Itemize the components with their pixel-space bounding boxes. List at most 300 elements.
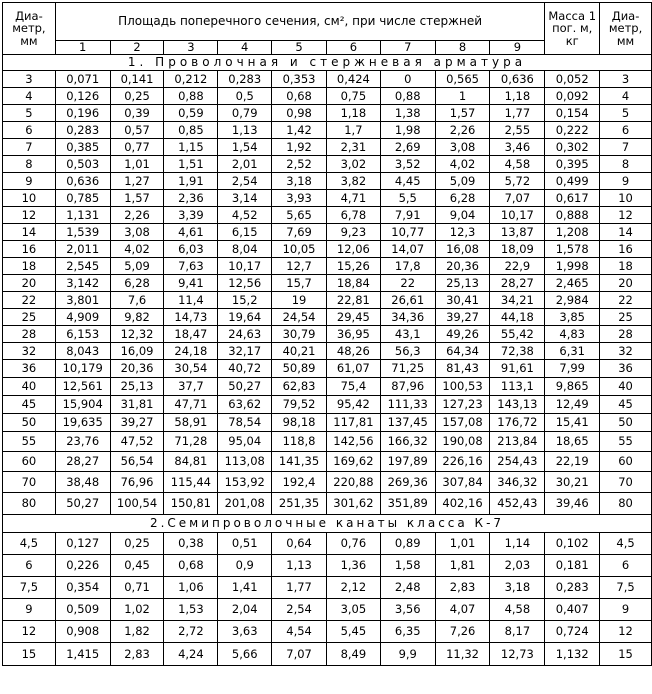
diameter-cell: 7 bbox=[3, 139, 56, 156]
area-cell: 0,385 bbox=[55, 139, 110, 156]
area-cell: 1,539 bbox=[55, 224, 110, 241]
mass-cell: 15,41 bbox=[545, 414, 600, 432]
area-cell: 0,636 bbox=[490, 71, 545, 88]
header-diameter: Диа-метр, мм bbox=[3, 3, 56, 55]
area-cell: 1,42 bbox=[272, 122, 327, 139]
table-row bbox=[3, 88, 652, 105]
mass-cell: 0,499 bbox=[545, 173, 600, 190]
area-cell: 40,21 bbox=[272, 343, 327, 360]
area-cell: 18,84 bbox=[326, 275, 380, 292]
area-cell: 9,04 bbox=[435, 207, 490, 224]
area-cell: 190,08 bbox=[435, 432, 490, 452]
area-cell: 10,17 bbox=[490, 207, 545, 224]
area-cell: 8,17 bbox=[490, 621, 545, 643]
area-cell: 4,45 bbox=[380, 173, 435, 190]
area-cell: 11,32 bbox=[435, 643, 490, 666]
area-cell: 4,24 bbox=[164, 643, 218, 666]
bar-count-cell: 4 bbox=[218, 41, 272, 55]
mass-cell: 0,092 bbox=[545, 88, 600, 105]
bar-count-cell: 2 bbox=[110, 41, 164, 55]
area-cell: 0,565 bbox=[435, 71, 490, 88]
diameter-right-cell: 70 bbox=[600, 472, 652, 493]
area-cell: 1,27 bbox=[110, 173, 164, 190]
area-cell: 100,53 bbox=[435, 378, 490, 396]
area-cell: 4,71 bbox=[326, 190, 380, 207]
area-cell: 0,354 bbox=[55, 577, 110, 599]
area-cell: 192,4 bbox=[272, 472, 327, 493]
area-cell: 62,83 bbox=[272, 378, 327, 396]
area-cell: 9,23 bbox=[326, 224, 380, 241]
diameter-right-cell: 28 bbox=[600, 326, 652, 343]
area-cell: 166,32 bbox=[380, 432, 435, 452]
diameter-right-cell: 8 bbox=[600, 156, 652, 173]
area-cell: 10,179 bbox=[55, 360, 110, 378]
diameter-cell: 50 bbox=[3, 414, 56, 432]
area-cell: 91,61 bbox=[490, 360, 545, 378]
area-cell: 18,47 bbox=[164, 326, 218, 343]
table-container bbox=[2, 2, 652, 666]
area-cell: 20,36 bbox=[435, 258, 490, 275]
header-area: Площадь поперечного сечения, см², при числе стержней bbox=[55, 3, 545, 41]
area-cell: 0,71 bbox=[110, 577, 164, 599]
table-row bbox=[3, 414, 652, 432]
area-cell: 137,45 bbox=[380, 414, 435, 432]
area-cell: 50,27 bbox=[55, 493, 110, 515]
area-cell: 71,28 bbox=[164, 432, 218, 452]
table-row bbox=[3, 621, 652, 643]
diameter-right-cell: 7,5 bbox=[600, 577, 652, 599]
area-cell: 25,13 bbox=[435, 275, 490, 292]
area-cell: 10,05 bbox=[272, 241, 327, 258]
bar-count-cell: 9 bbox=[490, 41, 545, 55]
table-row bbox=[3, 207, 652, 224]
bar-count-cell: 6 bbox=[326, 41, 380, 55]
diameter-cell: 7,5 bbox=[3, 577, 56, 599]
table-row bbox=[3, 643, 652, 666]
area-cell: 201,08 bbox=[218, 493, 272, 515]
area-cell: 72,38 bbox=[490, 343, 545, 360]
table-row bbox=[3, 105, 652, 122]
area-cell: 95,42 bbox=[326, 396, 380, 414]
area-cell: 12,56 bbox=[218, 275, 272, 292]
area-cell: 111,33 bbox=[380, 396, 435, 414]
area-cell: 2,03 bbox=[490, 555, 545, 577]
area-cell: 0,908 bbox=[55, 621, 110, 643]
area-cell: 0,64 bbox=[272, 533, 327, 555]
table-row bbox=[3, 577, 652, 599]
area-cell: 5,66 bbox=[218, 643, 272, 666]
diameter-right-cell: 9 bbox=[600, 599, 652, 621]
area-cell: 76,96 bbox=[110, 472, 164, 493]
area-cell: 0,509 bbox=[55, 599, 110, 621]
area-cell: 0,212 bbox=[164, 71, 218, 88]
diameter-right-cell: 16 bbox=[600, 241, 652, 258]
diameter-cell: 70 bbox=[3, 472, 56, 493]
area-cell: 1,92 bbox=[272, 139, 327, 156]
area-cell: 452,43 bbox=[490, 493, 545, 515]
table-row bbox=[3, 71, 652, 88]
area-cell: 39,27 bbox=[110, 414, 164, 432]
mass-cell: 0,724 bbox=[545, 621, 600, 643]
area-cell: 0,39 bbox=[110, 105, 164, 122]
area-cell: 1,01 bbox=[110, 156, 164, 173]
table-row bbox=[3, 555, 652, 577]
area-cell: 12,7 bbox=[272, 258, 327, 275]
area-cell: 1,18 bbox=[490, 88, 545, 105]
area-cell: 2,52 bbox=[272, 156, 327, 173]
area-cell: 4,02 bbox=[435, 156, 490, 173]
area-cell: 4,52 bbox=[218, 207, 272, 224]
area-cell: 351,89 bbox=[380, 493, 435, 515]
area-cell: 6,28 bbox=[435, 190, 490, 207]
area-cell: 2,54 bbox=[272, 599, 327, 621]
area-cell: 34,36 bbox=[380, 309, 435, 326]
area-cell: 63,62 bbox=[218, 396, 272, 414]
area-cell: 98,18 bbox=[272, 414, 327, 432]
diameter-right-cell: 18 bbox=[600, 258, 652, 275]
table-row bbox=[3, 472, 652, 493]
diameter-right-cell: 14 bbox=[600, 224, 652, 241]
mass-cell: 2,984 bbox=[545, 292, 600, 309]
area-cell: 197,89 bbox=[380, 452, 435, 472]
mass-cell: 1,998 bbox=[545, 258, 600, 275]
area-cell: 1,7 bbox=[326, 122, 380, 139]
area-cell: 15,2 bbox=[218, 292, 272, 309]
area-cell: 0,25 bbox=[110, 533, 164, 555]
area-cell: 79,52 bbox=[272, 396, 327, 414]
area-cell: 37,7 bbox=[164, 378, 218, 396]
mass-cell: 0,052 bbox=[545, 71, 600, 88]
diameter-right-cell: 6 bbox=[600, 122, 652, 139]
area-cell: 5,09 bbox=[110, 258, 164, 275]
diameter-right-cell: 25 bbox=[600, 309, 652, 326]
header-mass: Масса 1 пог. м, кг bbox=[545, 3, 600, 55]
area-cell: 169,62 bbox=[326, 452, 380, 472]
area-cell: 3,05 bbox=[326, 599, 380, 621]
area-cell: 2,48 bbox=[380, 577, 435, 599]
diameter-cell: 10 bbox=[3, 190, 56, 207]
area-cell: 4,909 bbox=[55, 309, 110, 326]
area-cell: 0,38 bbox=[164, 533, 218, 555]
area-cell: 84,81 bbox=[164, 452, 218, 472]
bar-count-cell: 1 bbox=[55, 41, 110, 55]
area-cell: 0,79 bbox=[218, 105, 272, 122]
table-row bbox=[3, 452, 652, 472]
area-cell: 2,545 bbox=[55, 258, 110, 275]
area-cell: 9,9 bbox=[380, 643, 435, 666]
area-cell: 0,59 bbox=[164, 105, 218, 122]
diameter-right-cell: 3 bbox=[600, 71, 652, 88]
area-cell: 1,13 bbox=[218, 122, 272, 139]
mass-cell: 1,578 bbox=[545, 241, 600, 258]
area-cell: 1,131 bbox=[55, 207, 110, 224]
area-cell: 7,69 bbox=[272, 224, 327, 241]
table-row bbox=[3, 343, 652, 360]
area-cell: 3,52 bbox=[380, 156, 435, 173]
area-cell: 22,9 bbox=[490, 258, 545, 275]
area-cell: 12,561 bbox=[55, 378, 110, 396]
area-cell: 12,32 bbox=[110, 326, 164, 343]
area-cell: 1,81 bbox=[435, 555, 490, 577]
area-cell: 12,06 bbox=[326, 241, 380, 258]
area-cell: 19,64 bbox=[218, 309, 272, 326]
section-title: 1. Проволочная и стержневая арматура bbox=[3, 55, 652, 71]
area-cell: 1,15 bbox=[164, 139, 218, 156]
area-cell: 95,04 bbox=[218, 432, 272, 452]
area-cell: 226,16 bbox=[435, 452, 490, 472]
diameter-cell: 6 bbox=[3, 122, 56, 139]
area-cell: 1,98 bbox=[380, 122, 435, 139]
area-cell: 1,18 bbox=[326, 105, 380, 122]
area-cell: 0,57 bbox=[110, 122, 164, 139]
area-cell: 19 bbox=[272, 292, 327, 309]
bar-count-cell: 3 bbox=[164, 41, 218, 55]
area-cell: 1 bbox=[435, 88, 490, 105]
diameter-cell: 15 bbox=[3, 643, 56, 666]
area-cell: 0 bbox=[380, 71, 435, 88]
diameter-cell: 28 bbox=[3, 326, 56, 343]
area-cell: 3,56 bbox=[380, 599, 435, 621]
area-cell: 0,85 bbox=[164, 122, 218, 139]
area-cell: 3,142 bbox=[55, 275, 110, 292]
area-cell: 2,54 bbox=[218, 173, 272, 190]
mass-cell: 0,181 bbox=[545, 555, 600, 577]
area-cell: 10,77 bbox=[380, 224, 435, 241]
area-cell: 0,88 bbox=[380, 88, 435, 105]
area-cell: 4,54 bbox=[272, 621, 327, 643]
area-cell: 7,26 bbox=[435, 621, 490, 643]
mass-cell: 0,407 bbox=[545, 599, 600, 621]
area-cell: 25,13 bbox=[110, 378, 164, 396]
area-cell: 3,18 bbox=[272, 173, 327, 190]
diameter-right-cell: 5 bbox=[600, 105, 652, 122]
mass-cell: 0,888 bbox=[545, 207, 600, 224]
table-row bbox=[3, 292, 652, 309]
area-cell: 1,06 bbox=[164, 577, 218, 599]
mass-cell: 18,65 bbox=[545, 432, 600, 452]
mass-cell: 0,154 bbox=[545, 105, 600, 122]
area-cell: 8,49 bbox=[326, 643, 380, 666]
area-cell: 44,18 bbox=[490, 309, 545, 326]
area-cell: 15,7 bbox=[272, 275, 327, 292]
area-cell: 22 bbox=[380, 275, 435, 292]
area-cell: 8,04 bbox=[218, 241, 272, 258]
area-cell: 7,07 bbox=[272, 643, 327, 666]
area-cell: 1,57 bbox=[435, 105, 490, 122]
table-row bbox=[3, 360, 652, 378]
area-cell: 3,93 bbox=[272, 190, 327, 207]
rebar-table bbox=[2, 2, 652, 666]
table-row bbox=[3, 326, 652, 343]
table-row bbox=[3, 309, 652, 326]
area-cell: 0,353 bbox=[272, 71, 327, 88]
area-cell: 3,82 bbox=[326, 173, 380, 190]
area-cell: 16,09 bbox=[110, 343, 164, 360]
area-cell: 0,196 bbox=[55, 105, 110, 122]
area-cell: 1,51 bbox=[164, 156, 218, 173]
area-cell: 0,68 bbox=[164, 555, 218, 577]
diameter-right-cell: 50 bbox=[600, 414, 652, 432]
diameter-cell: 4 bbox=[3, 88, 56, 105]
area-cell: 113,08 bbox=[218, 452, 272, 472]
diameter-right-cell: 4 bbox=[600, 88, 652, 105]
area-cell: 17,8 bbox=[380, 258, 435, 275]
area-cell: 0,785 bbox=[55, 190, 110, 207]
diameter-right-cell: 4,5 bbox=[600, 533, 652, 555]
area-cell: 142,56 bbox=[326, 432, 380, 452]
table-row bbox=[3, 396, 652, 414]
area-cell: 157,08 bbox=[435, 414, 490, 432]
area-cell: 1,77 bbox=[272, 577, 327, 599]
area-cell: 0,51 bbox=[218, 533, 272, 555]
table-row bbox=[3, 258, 652, 275]
diameter-right-cell: 10 bbox=[600, 190, 652, 207]
area-cell: 0,141 bbox=[110, 71, 164, 88]
area-cell: 4,07 bbox=[435, 599, 490, 621]
area-cell: 5,72 bbox=[490, 173, 545, 190]
area-cell: 2,26 bbox=[110, 207, 164, 224]
diameter-right-cell: 20 bbox=[600, 275, 652, 292]
diameter-cell: 25 bbox=[3, 309, 56, 326]
area-cell: 7,6 bbox=[110, 292, 164, 309]
diameter-cell: 6 bbox=[3, 555, 56, 577]
diameter-right-cell: 22 bbox=[600, 292, 652, 309]
area-cell: 346,32 bbox=[490, 472, 545, 493]
mass-cell: 39,46 bbox=[545, 493, 600, 515]
area-cell: 2,69 bbox=[380, 139, 435, 156]
diameter-cell: 32 bbox=[3, 343, 56, 360]
header-diameter-right: Диа-метр, мм bbox=[600, 3, 652, 55]
area-cell: 15,904 bbox=[55, 396, 110, 414]
diameter-cell: 4,5 bbox=[3, 533, 56, 555]
mass-cell: 3,85 bbox=[545, 309, 600, 326]
area-cell: 1,13 bbox=[272, 555, 327, 577]
diameter-cell: 60 bbox=[3, 452, 56, 472]
table-row bbox=[3, 378, 652, 396]
area-cell: 12,73 bbox=[490, 643, 545, 666]
diameter-cell: 55 bbox=[3, 432, 56, 452]
area-cell: 0,5 bbox=[218, 88, 272, 105]
area-cell: 2,01 bbox=[218, 156, 272, 173]
area-cell: 2,31 bbox=[326, 139, 380, 156]
area-cell: 40,72 bbox=[218, 360, 272, 378]
area-cell: 13,87 bbox=[490, 224, 545, 241]
area-cell: 0,283 bbox=[55, 122, 110, 139]
mass-cell: 6,31 bbox=[545, 343, 600, 360]
area-cell: 39,27 bbox=[435, 309, 490, 326]
area-cell: 2,36 bbox=[164, 190, 218, 207]
area-cell: 18,09 bbox=[490, 241, 545, 258]
table-row bbox=[3, 275, 652, 292]
diameter-cell: 9 bbox=[3, 599, 56, 621]
area-cell: 81,43 bbox=[435, 360, 490, 378]
area-cell: 0,68 bbox=[272, 88, 327, 105]
area-cell: 141,35 bbox=[272, 452, 327, 472]
area-cell: 30,41 bbox=[435, 292, 490, 309]
area-cell: 32,17 bbox=[218, 343, 272, 360]
mass-cell: 1,132 bbox=[545, 643, 600, 666]
area-cell: 213,84 bbox=[490, 432, 545, 452]
area-cell: 1,01 bbox=[435, 533, 490, 555]
area-cell: 153,92 bbox=[218, 472, 272, 493]
area-cell: 220,88 bbox=[326, 472, 380, 493]
area-cell: 14,07 bbox=[380, 241, 435, 258]
area-cell: 29,45 bbox=[326, 309, 380, 326]
area-cell: 1,58 bbox=[380, 555, 435, 577]
area-cell: 100,54 bbox=[110, 493, 164, 515]
area-cell: 1,38 bbox=[380, 105, 435, 122]
table-row bbox=[3, 139, 652, 156]
mass-cell: 1,208 bbox=[545, 224, 600, 241]
diameter-cell: 5 bbox=[3, 105, 56, 122]
area-cell: 31,81 bbox=[110, 396, 164, 414]
table-row bbox=[3, 241, 652, 258]
area-cell: 78,54 bbox=[218, 414, 272, 432]
area-cell: 9,82 bbox=[110, 309, 164, 326]
area-cell: 50,27 bbox=[218, 378, 272, 396]
area-cell: 38,48 bbox=[55, 472, 110, 493]
area-cell: 23,76 bbox=[55, 432, 110, 452]
area-cell: 56,3 bbox=[380, 343, 435, 360]
area-cell: 6,28 bbox=[110, 275, 164, 292]
area-cell: 0,76 bbox=[326, 533, 380, 555]
area-cell: 3,14 bbox=[218, 190, 272, 207]
area-cell: 176,72 bbox=[490, 414, 545, 432]
area-cell: 16,08 bbox=[435, 241, 490, 258]
area-cell: 5,45 bbox=[326, 621, 380, 643]
area-cell: 55,42 bbox=[490, 326, 545, 343]
area-cell: 2,26 bbox=[435, 122, 490, 139]
area-cell: 43,1 bbox=[380, 326, 435, 343]
area-cell: 56,54 bbox=[110, 452, 164, 472]
area-cell: 3,46 bbox=[490, 139, 545, 156]
area-cell: 254,43 bbox=[490, 452, 545, 472]
area-cell: 8,043 bbox=[55, 343, 110, 360]
area-cell: 2,55 bbox=[490, 122, 545, 139]
area-cell: 0,126 bbox=[55, 88, 110, 105]
area-cell: 251,35 bbox=[272, 493, 327, 515]
mass-cell: 0,283 bbox=[545, 577, 600, 599]
diameter-cell: 9 bbox=[3, 173, 56, 190]
mass-cell: 30,21 bbox=[545, 472, 600, 493]
area-cell: 2,83 bbox=[110, 643, 164, 666]
area-cell: 0,25 bbox=[110, 88, 164, 105]
area-cell: 3,18 bbox=[490, 577, 545, 599]
area-cell: 28,27 bbox=[55, 452, 110, 472]
area-cell: 2,04 bbox=[218, 599, 272, 621]
area-cell: 1,77 bbox=[490, 105, 545, 122]
diameter-right-cell: 7 bbox=[600, 139, 652, 156]
area-cell: 2,72 bbox=[164, 621, 218, 643]
diameter-right-cell: 12 bbox=[600, 621, 652, 643]
area-cell: 115,44 bbox=[164, 472, 218, 493]
table-row bbox=[3, 190, 652, 207]
area-cell: 0,127 bbox=[55, 533, 110, 555]
area-cell: 19,635 bbox=[55, 414, 110, 432]
area-cell: 127,23 bbox=[435, 396, 490, 414]
area-cell: 10,17 bbox=[218, 258, 272, 275]
diameter-right-cell: 12 bbox=[600, 207, 652, 224]
area-cell: 3,63 bbox=[218, 621, 272, 643]
area-cell: 34,21 bbox=[490, 292, 545, 309]
area-cell: 150,81 bbox=[164, 493, 218, 515]
area-cell: 47,52 bbox=[110, 432, 164, 452]
mass-cell: 22,19 bbox=[545, 452, 600, 472]
section-title-row bbox=[3, 55, 652, 71]
diameter-right-cell: 55 bbox=[600, 432, 652, 452]
area-cell: 12,3 bbox=[435, 224, 490, 241]
area-cell: 24,63 bbox=[218, 326, 272, 343]
